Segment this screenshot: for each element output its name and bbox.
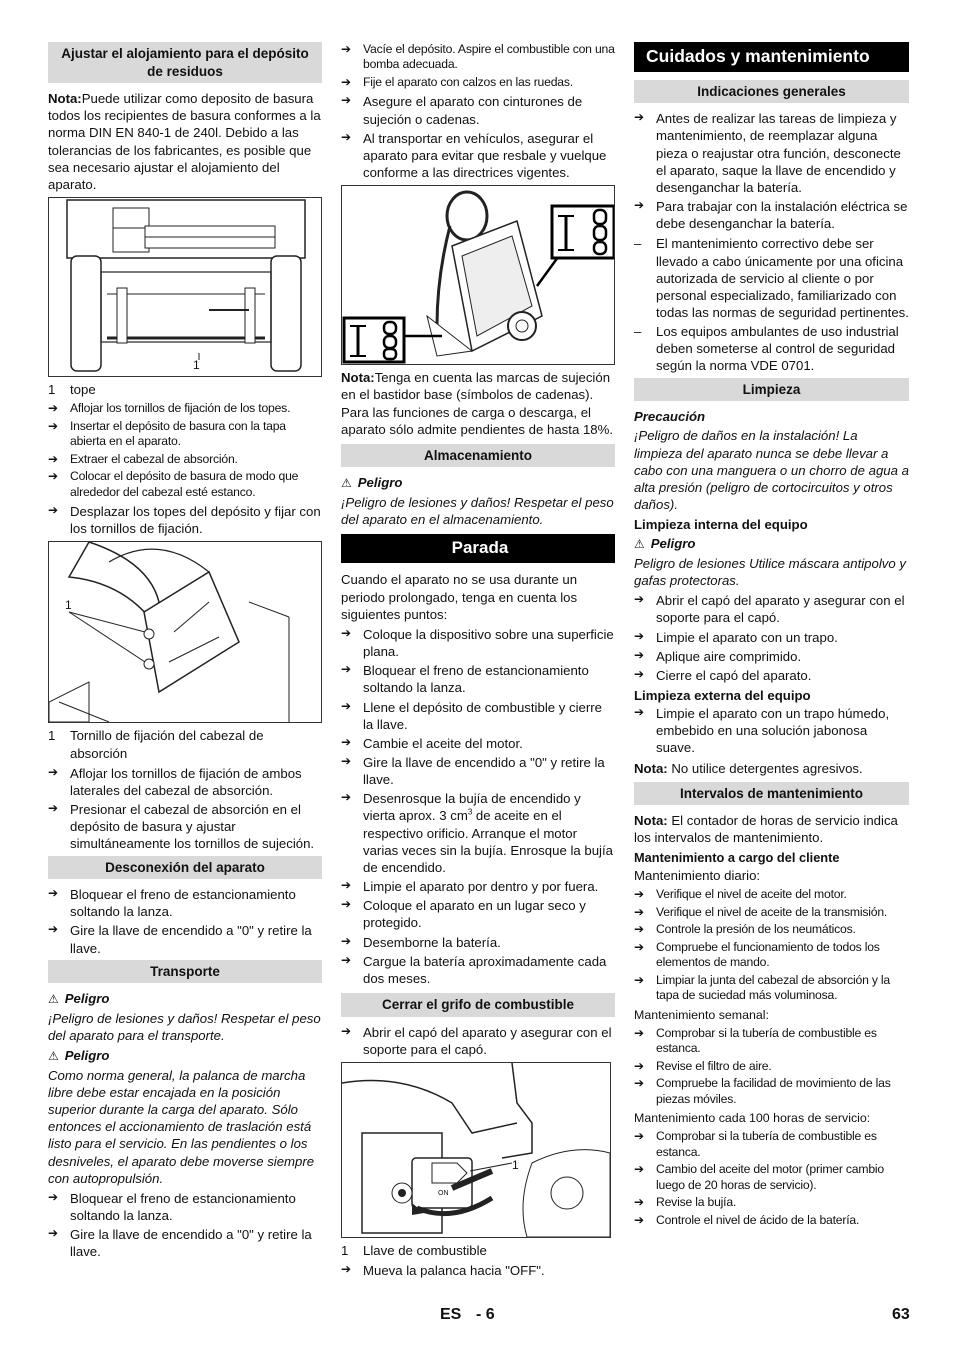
warning-label: ⚠ Peligro bbox=[341, 475, 403, 491]
list-item: ➔ Compruebe el funcionamiento de todos los elementos de mando. bbox=[634, 940, 909, 971]
list-item: ➔ Verifique el nivel de aceite del motor. bbox=[634, 887, 909, 902]
steps-list-final bbox=[341, 1262, 615, 1279]
section-heading-ajustar: Ajustar el alojamiento para el depósito de residuos bbox=[48, 42, 322, 83]
warning-label: ⚠ Peligro bbox=[634, 536, 696, 552]
list-item: ➔ Asegure el aparato con cinturones de sujeción o cadenas. bbox=[341, 93, 615, 127]
list-item: ➔ Desplazar los topes del depósito y fijar con los tornillos de fijación. bbox=[48, 503, 322, 537]
steps-list-parada bbox=[341, 626, 615, 987]
list-item: ➔ Para trabajar con la instalación eléctrica se debe desenganchar la batería. bbox=[634, 198, 909, 232]
footer-language: ES bbox=[440, 1306, 462, 1323]
list-item: ➔ Al transportar en vehículos, asegurar el aparato para evitar que resbale y vuelque conforme a las directrices vigentes. bbox=[341, 130, 615, 181]
list-item: – El mantenimiento correctivo debe ser llevado a cabo únicamente por una oficina autorizada de servicio al cliente o por personal especializado, familiarizado con todas las normas de seguridad pertinentes. bbox=[634, 235, 909, 321]
list-item: ➔ Bloquear el freno de estancionamiento soltando la lanza. bbox=[341, 662, 615, 696]
interval-label-100h: Mantenimiento cada 100 horas de servicio: bbox=[634, 1111, 871, 1126]
footer-page-number: 63 bbox=[892, 1306, 910, 1323]
steps-list-indicaciones bbox=[634, 110, 909, 232]
list-item: ➔ Colocar el depósito de basura de modo que alrededor del cabezal esté estanco. bbox=[48, 469, 322, 500]
warning-label: ⚠ Peligro bbox=[48, 1048, 110, 1064]
list-item: ➔ Cambie el aceite del motor. bbox=[341, 735, 615, 752]
section-heading-limpieza: Limpieza bbox=[634, 378, 909, 402]
list-item: – Los equipos ambulantes de uso industrial deben someterse al control de seguridad según la norma VDE 0701. bbox=[634, 323, 909, 374]
subheading-limpieza-externa: Limpieza externa del equipo bbox=[634, 687, 811, 703]
valve-on-label: ON bbox=[438, 1189, 449, 1197]
interval-label-diario: Mantenimiento diario: bbox=[634, 868, 761, 884]
figure-legend: 1 Llave de combustible bbox=[341, 1242, 487, 1258]
frame-illustration bbox=[49, 198, 322, 376]
list-item: ➔ Extraer el cabezal de absorción. bbox=[48, 452, 322, 467]
figure-legend: 1 tope bbox=[48, 382, 96, 398]
warning-text: ¡Peligro de lesiones y daños! Respetar el peso del aparato en el almacenamiento. bbox=[341, 495, 614, 528]
list-item: ➔ Limpie el aparato por dentro y por fuera. bbox=[341, 878, 615, 895]
list-item: ➔ Comprobar si la tubería de combustible es estanca. bbox=[634, 1129, 909, 1160]
list-item: ➔ Bloquear el freno de estancionamiento soltando la lanza. bbox=[48, 1190, 322, 1224]
steps-list-desconexion bbox=[48, 886, 322, 957]
figure-waste-container-stops bbox=[48, 197, 322, 377]
list-item: ➔ Llene el depósito de combustible y cierre la llave. bbox=[341, 699, 615, 733]
list-item: ➔ Aflojar los tornillos de fijación de los topes. bbox=[48, 401, 322, 416]
list-item: ➔ Bloquear el freno de estancionamiento soltando la lanza. bbox=[48, 886, 322, 920]
list-item: ➔ Revise el filtro de aire. bbox=[634, 1059, 909, 1074]
warning-text: Peligro de lesiones Utilice máscara antipolvo y gafas protectoras. bbox=[634, 555, 906, 589]
caution-label: Precaución bbox=[634, 409, 706, 425]
steps-list-topes bbox=[48, 503, 322, 537]
steps-list-100h bbox=[634, 1129, 909, 1228]
parada-intro: Cuando el aparato no se usa durante un periodo prolongado, tenga en cuenta los siguientes puntos: bbox=[341, 572, 578, 622]
list-item: ➔ Coloque la dispositivo sobre una superficie plana. bbox=[341, 626, 615, 660]
list-item: ➔ Desemborne la batería. bbox=[341, 934, 615, 951]
figure-callout: 1 bbox=[193, 358, 200, 373]
list-item: ➔ Vacíe el depósito. Aspire el combustible con una bomba adecuada. bbox=[341, 42, 615, 73]
list-item: ➔ Limpie el aparato con un trapo húmedo, embebido en una solución jabonosa suave. bbox=[634, 705, 909, 756]
list-item: ➔ Cierre el capó del aparato. bbox=[634, 667, 909, 684]
steps-list-transporte-cont-2 bbox=[341, 93, 615, 181]
column-1 bbox=[48, 42, 322, 1263]
section-heading-indicaciones: Indicaciones generales bbox=[634, 80, 909, 104]
subheading-cliente: Mantenimiento a cargo del cliente bbox=[634, 849, 840, 865]
steps-list-diario bbox=[634, 887, 909, 1003]
subheading-limpieza-interna: Limpieza interna del equipo bbox=[634, 517, 808, 533]
dash-list-indicaciones bbox=[634, 235, 909, 374]
warning-triangle-icon: ⚠ bbox=[634, 537, 645, 552]
warning-label: ⚠ Peligro bbox=[48, 991, 110, 1007]
machine-chain-illustration bbox=[342, 186, 615, 364]
interval-label-semanal: Mantenimiento semanal: bbox=[634, 1007, 769, 1022]
list-item: ➔ Gire la llave de encendido a "0" y retire la llave. bbox=[48, 1226, 322, 1260]
warning-triangle-icon: ⚠ bbox=[48, 992, 59, 1007]
warning-text: Como norma general, la palanca de marcha libre debe estar encajada en la posición superior durante la carga del aparato. Sólo entonces el accionamiento de traslación está listo para el servicio. En las pendientes o los desniveles, el aparato debe moverse siempre con autopropulsión. bbox=[48, 1067, 315, 1186]
steps-list-transporte-cont bbox=[341, 42, 615, 90]
list-item: ➔ Insertar el depósito de basura con la tapa abierta en el aparato. bbox=[48, 419, 322, 450]
steps-list-externa bbox=[634, 705, 909, 756]
caution-text: ¡Peligro de daños en la instalación! La limpieza del aparato nunca se debe llevar a cabo con una manguera o un chorro de agua a alta presión (peligro de cortocircuitos y otros daños). bbox=[634, 428, 909, 512]
list-item: ➔ Aplique aire comprimido. bbox=[634, 648, 909, 665]
suction-head-illustration bbox=[49, 542, 322, 722]
warning-triangle-icon: ⚠ bbox=[341, 476, 352, 491]
column-3 bbox=[634, 42, 909, 1231]
nota-paragraph: Nota: El contador de horas de servicio indica los intervalos de mantenimiento. bbox=[634, 813, 898, 846]
section-heading-almacenamiento: Almacenamiento bbox=[341, 444, 615, 468]
list-item: ➔ Desenrosque la bujía de encendido y vierta aprox. 3 $cm^3$ de aceite en el respectivo orificio. Arranque el motor varias veces sin la bujía. Enrosque la bujía de encendido. bbox=[341, 790, 615, 876]
list-item: ➔ Cambio del aceite del motor (primer cambio luego de 20 horas de servicio). bbox=[634, 1162, 909, 1193]
figure-suction-head-screw bbox=[48, 541, 322, 723]
list-item: ➔ Mueva la palanca hacia "OFF". bbox=[341, 1262, 615, 1279]
section-heading-grifo: Cerrar el grifo de combustible bbox=[341, 993, 615, 1017]
steps-list-grifo bbox=[341, 1024, 615, 1058]
steps-list-transporte bbox=[48, 1190, 322, 1261]
list-item: ➔ Gire la llave de encendido a "0" y retire la llave. bbox=[341, 754, 615, 788]
list-item: ➔ Verifique el nivel de aceite de la transmisión. bbox=[634, 905, 909, 920]
list-item: ➔ Comprobar si la tubería de combustible es estanca. bbox=[634, 1026, 909, 1057]
list-item: ➔ Coloque el aparato en un lugar seco y protegido. bbox=[341, 897, 615, 931]
section-heading-desconexion: Desconexión del aparato bbox=[48, 856, 322, 880]
list-item: ➔ Limpie el aparato con un trapo. bbox=[634, 629, 909, 646]
steps-list-interna bbox=[634, 592, 909, 684]
list-item: ➔ Aflojar los tornillos de fijación de ambos laterales del cabezal de absorción. bbox=[48, 765, 322, 799]
section-heading-parada: Parada bbox=[341, 534, 615, 563]
list-item: ➔ Cargue la batería aproximadamente cada dos meses. bbox=[341, 953, 615, 987]
nota-paragraph: Nota: No utilice detergentes agresivos. bbox=[634, 760, 863, 776]
steps-list-semanal bbox=[634, 1026, 909, 1107]
figure-chain-marks bbox=[341, 185, 615, 365]
list-item: ➔ Controle la presión de los neumáticos. bbox=[634, 922, 909, 937]
figure-legend: 1 Tornillo de fijación del cabezal de absorción bbox=[48, 728, 264, 761]
list-item: ➔ Abrir el capó del aparato y asegurar con el soporte para el capó. bbox=[634, 592, 909, 626]
list-item: ➔ Gire la llave de encendido a "0" y retire la llave. bbox=[48, 922, 322, 956]
figure-callout: 1 bbox=[65, 598, 72, 613]
warning-text: ¡Peligro de lesiones y daños! Respetar el peso del aparato para el transporte. bbox=[48, 1010, 321, 1043]
steps-list-ajustar bbox=[48, 401, 322, 500]
list-item: ➔ Controle el nivel de ácido de la batería. bbox=[634, 1213, 909, 1228]
figure-callout: 1 bbox=[512, 1157, 519, 1172]
figure-fuel-valve bbox=[341, 1062, 611, 1238]
column-2 bbox=[341, 42, 615, 1282]
footer-local-page: - 6 bbox=[476, 1306, 495, 1323]
section-heading-intervalos: Intervalos de mantenimiento bbox=[634, 782, 909, 806]
list-item: ➔ Revise la bujía. bbox=[634, 1195, 909, 1210]
warning-triangle-icon: ⚠ bbox=[48, 1049, 59, 1064]
fuel-valve-illustration bbox=[342, 1063, 610, 1237]
section-heading-cuidados: Cuidados y mantenimiento bbox=[634, 42, 909, 72]
nota-paragraph: Nota:Tenga en cuenta las marcas de sujeción en el bastidor base (símbolos de cadenas). Para las funciones de carga o descarga, el aparato sólo admite pendientes de hasta 18%. bbox=[341, 370, 613, 437]
list-item: ➔ Limpiar la junta del cabezal de absorción y la tapa de suciedad más voluminosa. bbox=[634, 973, 909, 1004]
list-item: ➔ Compruebe la facilidad de movimiento de las piezas móviles. bbox=[634, 1076, 909, 1107]
nota-paragraph: Nota:Puede utilizar como deposito de basura todos los recipientes de basura conformes a la norma DIN EN 840-1 de 240l. Debido a las tolerancias de los fabricantes, es posible que sea necesario ajustar el alojamiento del aparato. bbox=[48, 91, 321, 192]
list-item: ➔ Antes de realizar las tareas de limpieza y mantenimiento, de reemplazar alguna pieza o reajustar otra función, desconecte el aparato, saque la llave de encendido y desenganchar la batería. bbox=[634, 110, 909, 196]
section-heading-transporte: Transporte bbox=[48, 960, 322, 984]
list-item: ➔ Fije el aparato con calzos en las ruedas. bbox=[341, 75, 615, 90]
steps-list-cabezal bbox=[48, 765, 322, 853]
list-item: ➔ Abrir el capó del aparato y asegurar con el soporte para el capó. bbox=[341, 1024, 615, 1058]
list-item: ➔ Presionar el cabezal de absorción en el depósito de basura y ajustar simultáneamente los tornillos de sujeción. bbox=[48, 801, 322, 852]
